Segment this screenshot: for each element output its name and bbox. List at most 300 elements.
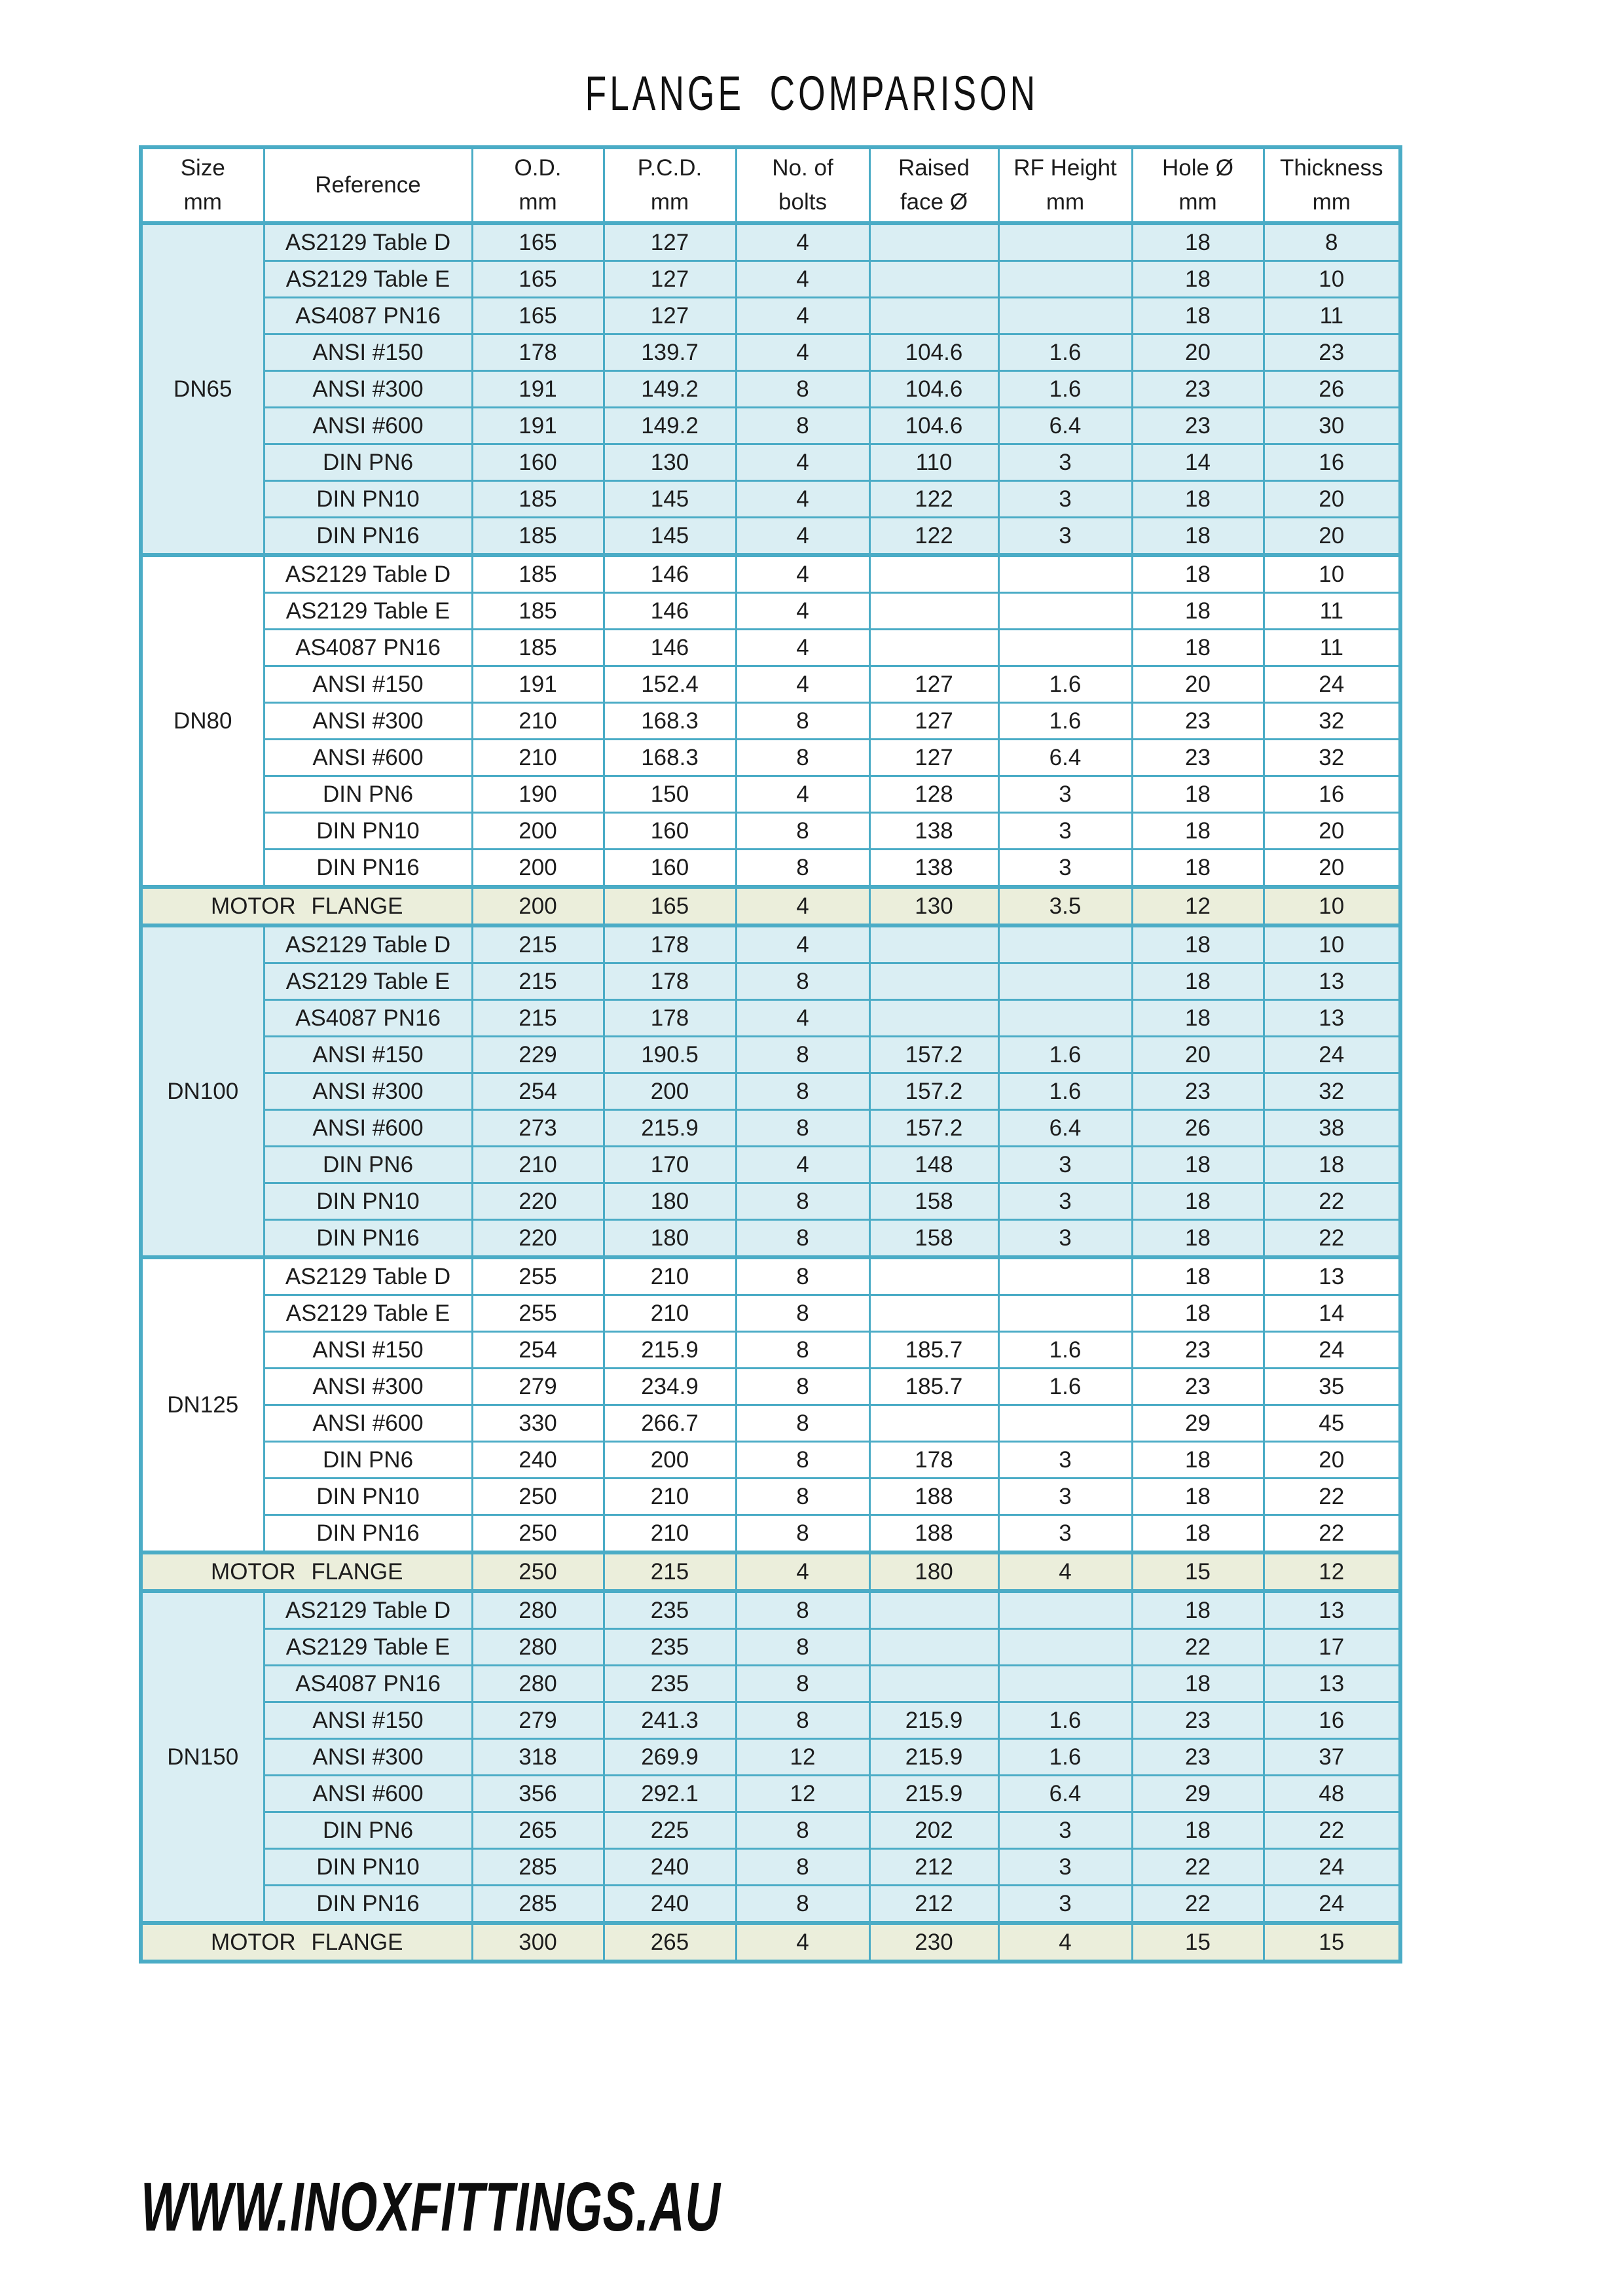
value-cell-rfheight <box>998 593 1132 630</box>
value-cell-rfheight: 3 <box>998 1220 1132 1258</box>
value-cell-thickness: 20 <box>1264 1442 1400 1479</box>
value-cell-raised: 122 <box>869 518 998 556</box>
reference-cell: AS2129 Table D <box>264 555 472 593</box>
value-cell-rfheight: 6.4 <box>998 1776 1132 1812</box>
value-cell-pcd: 265 <box>604 1923 736 1962</box>
column-header-thickness: Thickness mm <box>1264 147 1400 223</box>
value-cell-rfheight <box>998 630 1132 666</box>
value-cell-rfheight <box>998 298 1132 334</box>
value-cell-hole: 18 <box>1132 1257 1264 1295</box>
value-cell-rfheight: 3 <box>998 1515 1132 1553</box>
value-cell-od: 220 <box>472 1220 604 1258</box>
value-cell-od: 191 <box>472 408 604 444</box>
value-cell-pcd: 127 <box>604 298 736 334</box>
value-cell-od: 240 <box>472 1442 604 1479</box>
value-cell-raised: 138 <box>869 850 998 888</box>
value-cell-raised: 230 <box>869 1923 998 1962</box>
value-cell-od: 250 <box>472 1479 604 1515</box>
column-header-raised: Raised face Ø <box>869 147 998 223</box>
value-cell-thickness: 10 <box>1264 261 1400 298</box>
value-cell-raised: 138 <box>869 813 998 850</box>
table-row <box>141 1886 1400 1924</box>
value-cell-rfheight <box>998 925 1132 963</box>
value-cell-hole: 18 <box>1132 593 1264 630</box>
value-cell-raised: 127 <box>869 740 998 776</box>
value-cell-thickness: 22 <box>1264 1812 1400 1849</box>
value-cell-rfheight: 1.6 <box>998 666 1132 703</box>
value-cell-rfheight: 6.4 <box>998 408 1132 444</box>
value-cell-pcd: 210 <box>604 1515 736 1553</box>
value-cell-od: 160 <box>472 444 604 481</box>
value-cell-rfheight: 3.5 <box>998 887 1132 925</box>
table-row <box>141 1369 1400 1405</box>
value-cell-bolts: 8 <box>736 740 869 776</box>
reference-cell: DIN PN6 <box>264 1147 472 1183</box>
value-cell-raised: 128 <box>869 776 998 813</box>
value-cell-rfheight: 1.6 <box>998 1332 1132 1369</box>
value-cell-pcd: 240 <box>604 1886 736 1924</box>
value-cell-bolts: 8 <box>736 408 869 444</box>
reference-cell: DIN PN16 <box>264 1515 472 1553</box>
value-cell-bolts: 4 <box>736 666 869 703</box>
value-cell-pcd: 146 <box>604 593 736 630</box>
reference-cell: ANSI #150 <box>264 1037 472 1073</box>
reference-cell: DIN PN6 <box>264 776 472 813</box>
value-cell-raised: 104.6 <box>869 408 998 444</box>
value-cell-od: 185 <box>472 555 604 593</box>
value-cell-pcd: 200 <box>604 1073 736 1110</box>
value-cell-bolts: 4 <box>736 555 869 593</box>
table-row <box>141 630 1400 666</box>
value-cell-raised: 188 <box>869 1515 998 1553</box>
value-cell-bolts: 4 <box>736 298 869 334</box>
value-cell-raised: 130 <box>869 887 998 925</box>
value-cell-od: 185 <box>472 518 604 556</box>
value-cell-pcd: 225 <box>604 1812 736 1849</box>
value-cell-hole: 18 <box>1132 481 1264 518</box>
value-cell-thickness: 16 <box>1264 776 1400 813</box>
value-cell-raised: 178 <box>869 1442 998 1479</box>
value-cell-thickness: 22 <box>1264 1515 1400 1553</box>
value-cell-od: 210 <box>472 703 604 740</box>
value-cell-pcd: 150 <box>604 776 736 813</box>
value-cell-raised <box>869 555 998 593</box>
value-cell-pcd: 180 <box>604 1183 736 1220</box>
value-cell-hole: 23 <box>1132 408 1264 444</box>
value-cell-od: 250 <box>472 1515 604 1553</box>
value-cell-od: 185 <box>472 630 604 666</box>
value-cell-pcd: 215 <box>604 1552 736 1591</box>
value-cell-rfheight: 3 <box>998 1147 1132 1183</box>
value-cell-thickness: 11 <box>1264 593 1400 630</box>
value-cell-thickness: 32 <box>1264 740 1400 776</box>
table-row <box>141 444 1400 481</box>
table-row <box>141 555 1400 593</box>
value-cell-pcd: 235 <box>604 1666 736 1702</box>
reference-cell: ANSI #300 <box>264 1369 472 1405</box>
size-group-label: DN100 <box>141 925 264 1257</box>
value-cell-rfheight: 1.6 <box>998 1037 1132 1073</box>
table-row <box>141 1295 1400 1332</box>
value-cell-rfheight: 3 <box>998 850 1132 888</box>
table-row <box>141 593 1400 630</box>
reference-cell: ANSI #150 <box>264 334 472 371</box>
value-cell-hole: 23 <box>1132 1369 1264 1405</box>
value-cell-hole: 18 <box>1132 813 1264 850</box>
value-cell-bolts: 4 <box>736 223 869 261</box>
value-cell-bolts: 8 <box>736 1295 869 1332</box>
value-cell-od: 215 <box>472 1000 604 1037</box>
section-dn100 <box>141 925 1400 1257</box>
value-cell-od: 200 <box>472 850 604 888</box>
value-cell-bolts: 4 <box>736 1552 869 1591</box>
value-cell-pcd: 146 <box>604 555 736 593</box>
column-header-hole: Hole Ø mm <box>1132 147 1264 223</box>
value-cell-rfheight <box>998 223 1132 261</box>
value-cell-thickness: 10 <box>1264 555 1400 593</box>
value-cell-hole: 22 <box>1132 1849 1264 1886</box>
value-cell-raised: 215.9 <box>869 1739 998 1776</box>
value-cell-od: 273 <box>472 1110 604 1147</box>
value-cell-od: 254 <box>472 1073 604 1110</box>
value-cell-pcd: 139.7 <box>604 334 736 371</box>
reference-cell: AS4087 PN16 <box>264 630 472 666</box>
value-cell-bolts: 8 <box>736 1515 869 1553</box>
reference-cell: ANSI #600 <box>264 1110 472 1147</box>
table-row <box>141 408 1400 444</box>
value-cell-thickness: 18 <box>1264 1147 1400 1183</box>
size-group-label: DN150 <box>141 1591 264 1923</box>
value-cell-od: 255 <box>472 1295 604 1332</box>
column-header-rfheight: RF Height mm <box>998 147 1132 223</box>
motor-flange-section <box>141 1923 1400 1962</box>
value-cell-od: 279 <box>472 1369 604 1405</box>
website-url: WWW.INOXFITTINGS.AU <box>141 2168 721 2246</box>
value-cell-pcd: 149.2 <box>604 408 736 444</box>
value-cell-raised: 122 <box>869 481 998 518</box>
value-cell-bolts: 8 <box>736 1666 869 1702</box>
value-cell-od: 279 <box>472 1702 604 1739</box>
value-cell-hole: 18 <box>1132 963 1264 1000</box>
motor-flange-label: MOTOR FLANGE <box>141 887 472 925</box>
value-cell-thickness: 45 <box>1264 1405 1400 1442</box>
table-row <box>141 1073 1400 1110</box>
table-row <box>141 298 1400 334</box>
value-cell-od: 191 <box>472 371 604 408</box>
value-cell-hole: 20 <box>1132 334 1264 371</box>
value-cell-od: 229 <box>472 1037 604 1073</box>
value-cell-od: 356 <box>472 1776 604 1812</box>
value-cell-bolts: 8 <box>736 703 869 740</box>
reference-cell: AS2129 Table D <box>264 925 472 963</box>
value-cell-raised: 127 <box>869 703 998 740</box>
reference-cell: DIN PN10 <box>264 1183 472 1220</box>
value-cell-thickness: 24 <box>1264 1886 1400 1924</box>
reference-cell: ANSI #600 <box>264 1776 472 1812</box>
value-cell-rfheight: 3 <box>998 1479 1132 1515</box>
value-cell-od: 191 <box>472 666 604 703</box>
value-cell-pcd: 235 <box>604 1629 736 1666</box>
value-cell-hole: 23 <box>1132 1739 1264 1776</box>
table-row <box>141 481 1400 518</box>
value-cell-hole: 15 <box>1132 1923 1264 1962</box>
value-cell-thickness: 24 <box>1264 666 1400 703</box>
value-cell-pcd: 190.5 <box>604 1037 736 1073</box>
value-cell-pcd: 165 <box>604 887 736 925</box>
table-row <box>141 1405 1400 1442</box>
value-cell-rfheight: 1.6 <box>998 703 1132 740</box>
value-cell-rfheight <box>998 1405 1132 1442</box>
table-row <box>141 1776 1400 1812</box>
value-cell-rfheight: 6.4 <box>998 740 1132 776</box>
reference-cell: DIN PN10 <box>264 1849 472 1886</box>
value-cell-raised <box>869 298 998 334</box>
value-cell-bolts: 8 <box>736 1849 869 1886</box>
value-cell-pcd: 180 <box>604 1220 736 1258</box>
value-cell-raised <box>869 963 998 1000</box>
reference-cell: ANSI #600 <box>264 1405 472 1442</box>
value-cell-hole: 18 <box>1132 925 1264 963</box>
table-row <box>141 776 1400 813</box>
section-dn65 <box>141 223 1400 555</box>
value-cell-od: 265 <box>472 1812 604 1849</box>
value-cell-thickness: 13 <box>1264 963 1400 1000</box>
value-cell-rfheight <box>998 261 1132 298</box>
value-cell-raised: 202 <box>869 1812 998 1849</box>
table-row <box>141 1183 1400 1220</box>
value-cell-rfheight: 3 <box>998 444 1132 481</box>
value-cell-hole: 18 <box>1132 1295 1264 1332</box>
table-row <box>141 1000 1400 1037</box>
value-cell-od: 280 <box>472 1629 604 1666</box>
value-cell-raised: 185.7 <box>869 1332 998 1369</box>
value-cell-thickness: 11 <box>1264 630 1400 666</box>
value-cell-rfheight: 1.6 <box>998 1702 1132 1739</box>
value-cell-hole: 18 <box>1132 1442 1264 1479</box>
value-cell-raised: 157.2 <box>869 1037 998 1073</box>
value-cell-raised <box>869 925 998 963</box>
value-cell-bolts: 4 <box>736 261 869 298</box>
value-cell-rfheight: 1.6 <box>998 1369 1132 1405</box>
reference-cell: ANSI #300 <box>264 1073 472 1110</box>
reference-cell: DIN PN16 <box>264 1886 472 1924</box>
table-row <box>141 740 1400 776</box>
value-cell-thickness: 10 <box>1264 887 1400 925</box>
value-cell-pcd: 234.9 <box>604 1369 736 1405</box>
value-cell-hole: 23 <box>1132 1332 1264 1369</box>
value-cell-raised <box>869 1629 998 1666</box>
value-cell-od: 215 <box>472 963 604 1000</box>
title-row <box>0 65 1623 121</box>
value-cell-rfheight: 1.6 <box>998 1739 1132 1776</box>
section-dn125 <box>141 1257 1400 1552</box>
reference-cell: DIN PN16 <box>264 518 472 556</box>
value-cell-raised: 212 <box>869 1886 998 1924</box>
value-cell-bolts: 4 <box>736 925 869 963</box>
reference-cell: AS2129 Table E <box>264 593 472 630</box>
table-row <box>141 850 1400 888</box>
value-cell-raised: 127 <box>869 666 998 703</box>
value-cell-od: 285 <box>472 1849 604 1886</box>
value-cell-od: 285 <box>472 1886 604 1924</box>
value-cell-hole: 18 <box>1132 298 1264 334</box>
value-cell-thickness: 22 <box>1264 1183 1400 1220</box>
value-cell-hole: 20 <box>1132 666 1264 703</box>
value-cell-pcd: 292.1 <box>604 1776 736 1812</box>
value-cell-thickness: 15 <box>1264 1923 1400 1962</box>
value-cell-hole: 23 <box>1132 1702 1264 1739</box>
value-cell-bolts: 4 <box>736 1923 869 1962</box>
reference-cell: DIN PN10 <box>264 1479 472 1515</box>
value-cell-bolts: 4 <box>736 481 869 518</box>
value-cell-thickness: 48 <box>1264 1776 1400 1812</box>
value-cell-bolts: 8 <box>736 1591 869 1629</box>
value-cell-thickness: 10 <box>1264 925 1400 963</box>
value-cell-od: 300 <box>472 1923 604 1962</box>
table-row <box>141 1479 1400 1515</box>
value-cell-hole: 18 <box>1132 1812 1264 1849</box>
value-cell-pcd: 240 <box>604 1849 736 1886</box>
value-cell-od: 165 <box>472 298 604 334</box>
value-cell-pcd: 210 <box>604 1257 736 1295</box>
table-header <box>141 147 1400 223</box>
value-cell-thickness: 12 <box>1264 1552 1400 1591</box>
value-cell-od: 280 <box>472 1591 604 1629</box>
value-cell-hole: 12 <box>1132 887 1264 925</box>
value-cell-pcd: 210 <box>604 1295 736 1332</box>
reference-cell: DIN PN16 <box>264 1220 472 1258</box>
value-cell-raised: 212 <box>869 1849 998 1886</box>
flange-comparison-table <box>139 145 1402 1964</box>
value-cell-thickness: 22 <box>1264 1220 1400 1258</box>
value-cell-bolts: 4 <box>736 334 869 371</box>
value-cell-thickness: 13 <box>1264 1591 1400 1629</box>
column-header-pcd: P.C.D. mm <box>604 147 736 223</box>
value-cell-rfheight: 1.6 <box>998 334 1132 371</box>
table-row <box>141 1591 1400 1629</box>
value-cell-od: 330 <box>472 1405 604 1442</box>
value-cell-raised <box>869 261 998 298</box>
reference-cell: AS2129 Table E <box>264 1295 472 1332</box>
reference-cell: AS2129 Table E <box>264 963 472 1000</box>
value-cell-pcd: 241.3 <box>604 1702 736 1739</box>
reference-cell: AS2129 Table E <box>264 1629 472 1666</box>
value-cell-hole: 23 <box>1132 371 1264 408</box>
value-cell-rfheight: 1.6 <box>998 1073 1132 1110</box>
value-cell-bolts: 8 <box>736 1886 869 1924</box>
reference-cell: ANSI #150 <box>264 1702 472 1739</box>
value-cell-raised <box>869 630 998 666</box>
value-cell-rfheight <box>998 555 1132 593</box>
table-row <box>141 1037 1400 1073</box>
value-cell-hole: 18 <box>1132 1183 1264 1220</box>
value-cell-thickness: 16 <box>1264 1702 1400 1739</box>
value-cell-raised: 215.9 <box>869 1776 998 1812</box>
value-cell-rfheight: 4 <box>998 1552 1132 1591</box>
table-row <box>141 261 1400 298</box>
value-cell-thickness: 14 <box>1264 1295 1400 1332</box>
value-cell-thickness: 17 <box>1264 1629 1400 1666</box>
table-row <box>141 703 1400 740</box>
section-dn150 <box>141 1591 1400 1923</box>
value-cell-pcd: 178 <box>604 925 736 963</box>
value-cell-pcd: 145 <box>604 518 736 556</box>
reference-cell: DIN PN10 <box>264 813 472 850</box>
value-cell-thickness: 38 <box>1264 1110 1400 1147</box>
value-cell-rfheight: 3 <box>998 1442 1132 1479</box>
value-cell-hole: 22 <box>1132 1886 1264 1924</box>
value-cell-hole: 18 <box>1132 1666 1264 1702</box>
value-cell-od: 210 <box>472 1147 604 1183</box>
value-cell-hole: 18 <box>1132 630 1264 666</box>
value-cell-bolts: 8 <box>736 1479 869 1515</box>
value-cell-raised <box>869 1405 998 1442</box>
reference-cell: AS2129 Table D <box>264 223 472 261</box>
value-cell-hole: 18 <box>1132 261 1264 298</box>
value-cell-hole: 14 <box>1132 444 1264 481</box>
value-cell-hole: 18 <box>1132 850 1264 888</box>
value-cell-pcd: 215.9 <box>604 1332 736 1369</box>
value-cell-rfheight: 3 <box>998 481 1132 518</box>
value-cell-rfheight: 3 <box>998 518 1132 556</box>
table-row <box>141 1110 1400 1147</box>
value-cell-raised: 110 <box>869 444 998 481</box>
value-cell-od: 250 <box>472 1552 604 1591</box>
column-header-size: Size mm <box>141 147 264 223</box>
value-cell-od: 318 <box>472 1739 604 1776</box>
value-cell-rfheight: 3 <box>998 1849 1132 1886</box>
table-row <box>141 963 1400 1000</box>
value-cell-pcd: 130 <box>604 444 736 481</box>
reference-cell: AS4087 PN16 <box>264 1000 472 1037</box>
value-cell-bolts: 12 <box>736 1739 869 1776</box>
table-row <box>141 1666 1400 1702</box>
value-cell-thickness: 22 <box>1264 1479 1400 1515</box>
value-cell-hole: 18 <box>1132 1000 1264 1037</box>
value-cell-raised: 185.7 <box>869 1369 998 1405</box>
value-cell-thickness: 13 <box>1264 1000 1400 1037</box>
value-cell-hole: 18 <box>1132 1220 1264 1258</box>
value-cell-bolts: 8 <box>736 1073 869 1110</box>
value-cell-rfheight: 4 <box>998 1923 1132 1962</box>
column-header-reference: Reference <box>264 147 472 223</box>
value-cell-rfheight <box>998 1629 1132 1666</box>
value-cell-bolts: 8 <box>736 371 869 408</box>
reference-cell: ANSI #300 <box>264 1739 472 1776</box>
value-cell-thickness: 13 <box>1264 1257 1400 1295</box>
value-cell-hole: 18 <box>1132 776 1264 813</box>
reference-cell: AS2129 Table E <box>264 261 472 298</box>
table-row <box>141 1739 1400 1776</box>
table-row <box>141 813 1400 850</box>
value-cell-bolts: 4 <box>736 518 869 556</box>
value-cell-pcd: 170 <box>604 1147 736 1183</box>
value-cell-thickness: 26 <box>1264 371 1400 408</box>
value-cell-pcd: 215.9 <box>604 1110 736 1147</box>
value-cell-pcd: 160 <box>604 850 736 888</box>
table-row <box>141 1812 1400 1849</box>
value-cell-bolts: 4 <box>736 887 869 925</box>
value-cell-thickness: 20 <box>1264 850 1400 888</box>
value-cell-pcd: 269.9 <box>604 1739 736 1776</box>
value-cell-raised <box>869 223 998 261</box>
value-cell-bolts: 4 <box>736 776 869 813</box>
value-cell-rfheight: 3 <box>998 1886 1132 1924</box>
value-cell-rfheight: 3 <box>998 1183 1132 1220</box>
motor-flange-row <box>141 887 1400 925</box>
value-cell-od: 215 <box>472 925 604 963</box>
column-header-bolts: No. of bolts <box>736 147 869 223</box>
